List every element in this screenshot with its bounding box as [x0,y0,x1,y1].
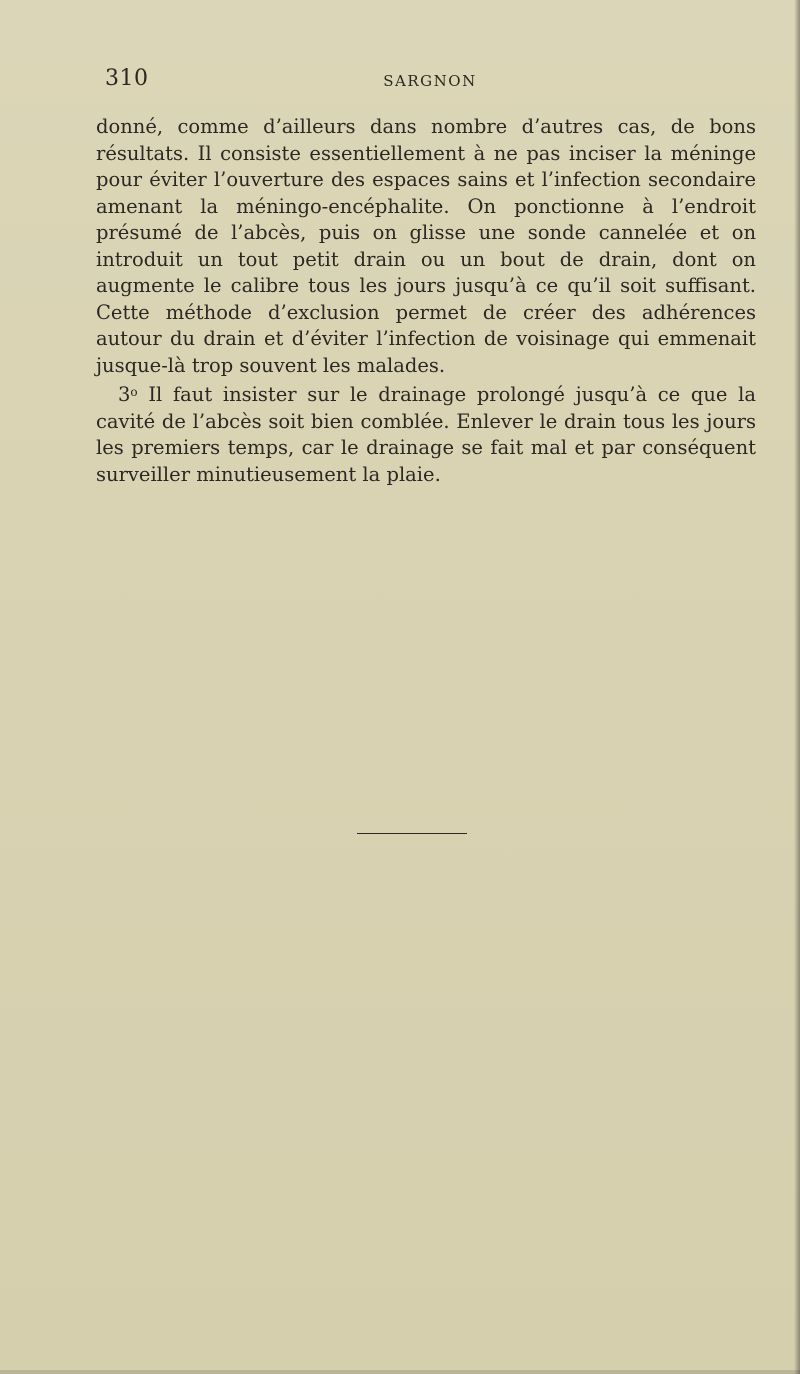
paragraph-2-text: Il faut insister sur le drainage prolongé jusqu’à ce que la cavité de l’abcès soit bien comblée. Enlever le drain tous les jours les premiers temps, car le drainage se fait mal et par conséquent surveiller minutieusement la plaie. [96,383,756,486]
body-text [96,114,756,488]
page-number: 310 [105,66,149,91]
paragraph-2 [96,379,756,488]
paragraph-2-number: 3 [118,383,131,406]
scan-bottom-edge [0,1370,800,1374]
paragraph-1: donné, comme d’ailleurs dans nombre d’autres cas, de bons résultats. Il consiste essentiellement à ne pas inciser la méninge pour éviter l’ouverture des espaces sains et l’infection secondaire amenant la méningo-encéphalite. On ponctionne à l’endroit présumé de l’abcès, puis on glisse une sonde cannelée et on introduit un tout petit drain ou un bout de drain, dont on augmente le calibre tous les jours jusqu’à ce qu’il soit suffisant. Cette méthode d’exclusion permet de créer des adhérences autour du drain et d’éviter l’infection de voisinage qui emmenait jusque-là trop souvent les malades. [96,115,756,377]
running-head: SARGNON [383,72,477,90]
page-header [105,66,755,96]
paragraph-2-ordinal: o [130,385,138,399]
scan-edge-shadow [794,0,800,1374]
end-rule [357,833,467,834]
